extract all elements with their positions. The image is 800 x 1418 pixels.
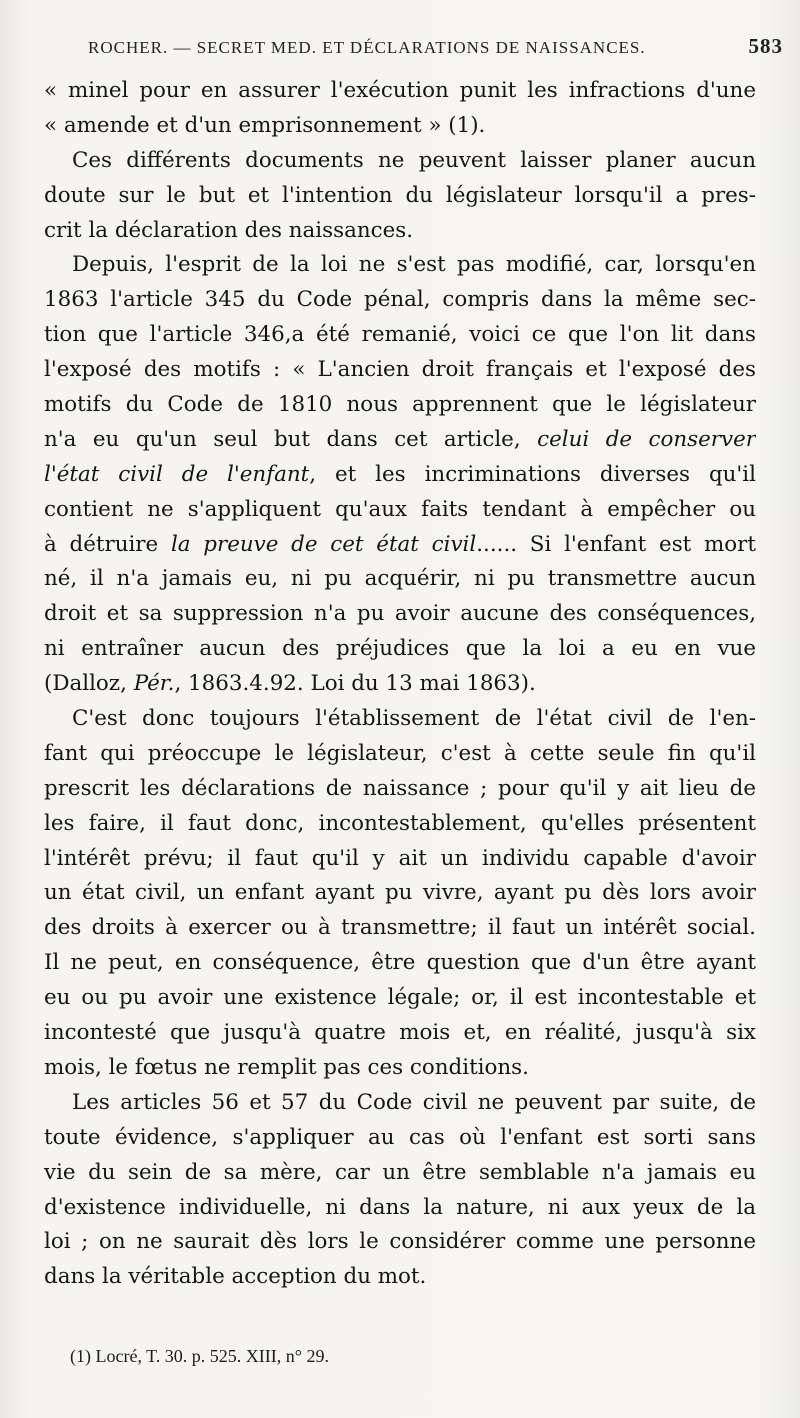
text-line (44, 423, 756, 458)
italic-text: la preuve de cet état civil (170, 531, 477, 557)
text-line (44, 737, 756, 772)
text-line (44, 807, 756, 842)
text-segment: C'est donc toujours l'établissement de l'état civil de l'en- (72, 706, 756, 732)
italic-text: celui de conserver (537, 426, 756, 452)
text-segment: Il ne peut, en conséquence, être question que d'un être ayant (44, 950, 756, 976)
text-line (44, 1191, 756, 1226)
text-line (44, 702, 756, 737)
text-line (44, 667, 756, 702)
text-segment: à détruire (44, 531, 171, 557)
footnote: (1) Locré, T. 30. p. 525. XIII, n° 29. (70, 1346, 329, 1366)
text-segment: dans la véritable acception du mot. (44, 1264, 427, 1290)
text-segment: crit la déclaration des naissances. (44, 217, 414, 243)
text-segment: tion que l'article 346,a été remanié, voici ce que l'on lit dans (44, 322, 756, 348)
italic-text: Pér. (133, 671, 175, 697)
body-text (44, 74, 756, 1295)
text-line (44, 283, 756, 318)
text-segment: contient ne s'appliquent qu'aux faits tendant à empêcher ou (44, 496, 756, 522)
text-segment: ni entraîner aucun des préjudices que la loi a eu en vue (44, 636, 756, 662)
text-segment: Ces différents documents ne peuvent laisser planer aucun (72, 147, 756, 173)
text-line (44, 318, 756, 353)
text-segment: « amende et d'un emprisonnement » (1). (44, 112, 486, 138)
text-line (44, 876, 756, 911)
text-segment: droit et sa suppression n'a pu avoir aucune des conséquences, (44, 601, 756, 627)
text-line (44, 458, 756, 493)
text-line (44, 981, 756, 1016)
text-line (44, 528, 756, 563)
text-line (44, 597, 756, 632)
text-segment: les faire, il faut donc, incontestablement, qu'elles présentent (44, 810, 756, 836)
text-segment: , 1863.4.92. Loi du 13 mai 1863). (174, 671, 536, 697)
text-segment: motifs du Code de 1810 nous apprennent que le législateur (44, 392, 756, 418)
text-line (44, 842, 756, 877)
text-line (44, 1260, 756, 1295)
text-line (44, 74, 756, 109)
page-number: 583 (748, 34, 783, 58)
text-line (44, 911, 756, 946)
text-line (44, 562, 756, 597)
text-line (44, 1051, 756, 1086)
text-segment: vie du sein de sa mère, car un être semblable n'a jamais eu (44, 1159, 756, 1185)
text-segment: fant qui préoccupe le législateur, c'est à cette seule fin qu'il (44, 740, 756, 766)
text-segment: , et les incriminations diverses qu'il (309, 461, 756, 487)
text-segment: n'a eu qu'un seul but dans cet article, (44, 426, 538, 452)
running-title: ROCHER. — SECRET MED. ET DÉCLARATIONS DE NAISSANCES. (88, 38, 646, 57)
text-line (44, 144, 756, 179)
text-line (44, 632, 756, 667)
text-segment: 1863 l'article 345 du Code pénal, compris dans la même sec- (44, 287, 756, 313)
text-segment: doute sur le but et l'intention du législateur lorsqu'il a pres- (44, 182, 756, 208)
text-segment: né, il n'a jamais eu, ni pu acquérir, ni pu transmettre aucun (44, 566, 756, 592)
text-line (44, 946, 756, 981)
text-segment: des droits à exercer ou à transmettre; il faut un intérêt social. (44, 915, 756, 941)
text-line (44, 1225, 756, 1260)
text-line (44, 1086, 756, 1121)
text-line (44, 353, 756, 388)
text-segment: d'existence individuelle, ni dans la nature, ni aux yeux de la (44, 1194, 756, 1220)
text-line (44, 493, 756, 528)
text-segment: l'exposé des motifs : « L'ancien droit français et l'exposé des (44, 357, 756, 383)
text-segment: l'intérêt prévu; il faut qu'il y ait un individu capable d'avoir (44, 845, 756, 871)
text-segment: prescrit les déclarations de naissance ; pour qu'il y ait lieu de (44, 775, 756, 801)
text-line (44, 109, 756, 144)
text-segment: « minel pour en assurer l'exécution punit les infractions d'une (44, 78, 756, 103)
text-segment: mois, le fœtus ne remplit pas ces conditions. (44, 1054, 529, 1080)
text-line (44, 179, 756, 214)
text-line (44, 1121, 756, 1156)
text-segment: Les articles 56 et 57 du Code civil ne peuvent par suite, de (72, 1089, 756, 1115)
text-segment: incontesté que jusqu'à quatre mois et, en réalité, jusqu'à six (44, 1020, 756, 1046)
text-segment: ...... Si l'enfant est mort (476, 531, 756, 557)
text-line (44, 248, 756, 283)
text-line (44, 388, 756, 423)
text-segment: Depuis, l'esprit de la loi ne s'est pas modifié, car, lorsqu'en (72, 252, 756, 278)
text-line (44, 214, 756, 249)
text-segment: toute évidence, s'appliquer au cas où l'enfant est sorti sans (44, 1124, 756, 1150)
text-segment: loi ; on ne saurait dès lors le considérer comme une personne (44, 1229, 756, 1255)
text-line (44, 1156, 756, 1191)
text-line (44, 1016, 756, 1051)
running-header (88, 34, 783, 62)
text-segment: un état civil, un enfant ayant pu vivre, ayant pu dès lors avoir (44, 880, 756, 906)
italic-text: l'état civil de l'enfant (44, 461, 310, 487)
text-segment: (Dalloz, (44, 671, 134, 697)
text-line (44, 772, 756, 807)
text-segment: eu ou pu avoir une existence légale; or, il est incontestable et (44, 985, 756, 1011)
